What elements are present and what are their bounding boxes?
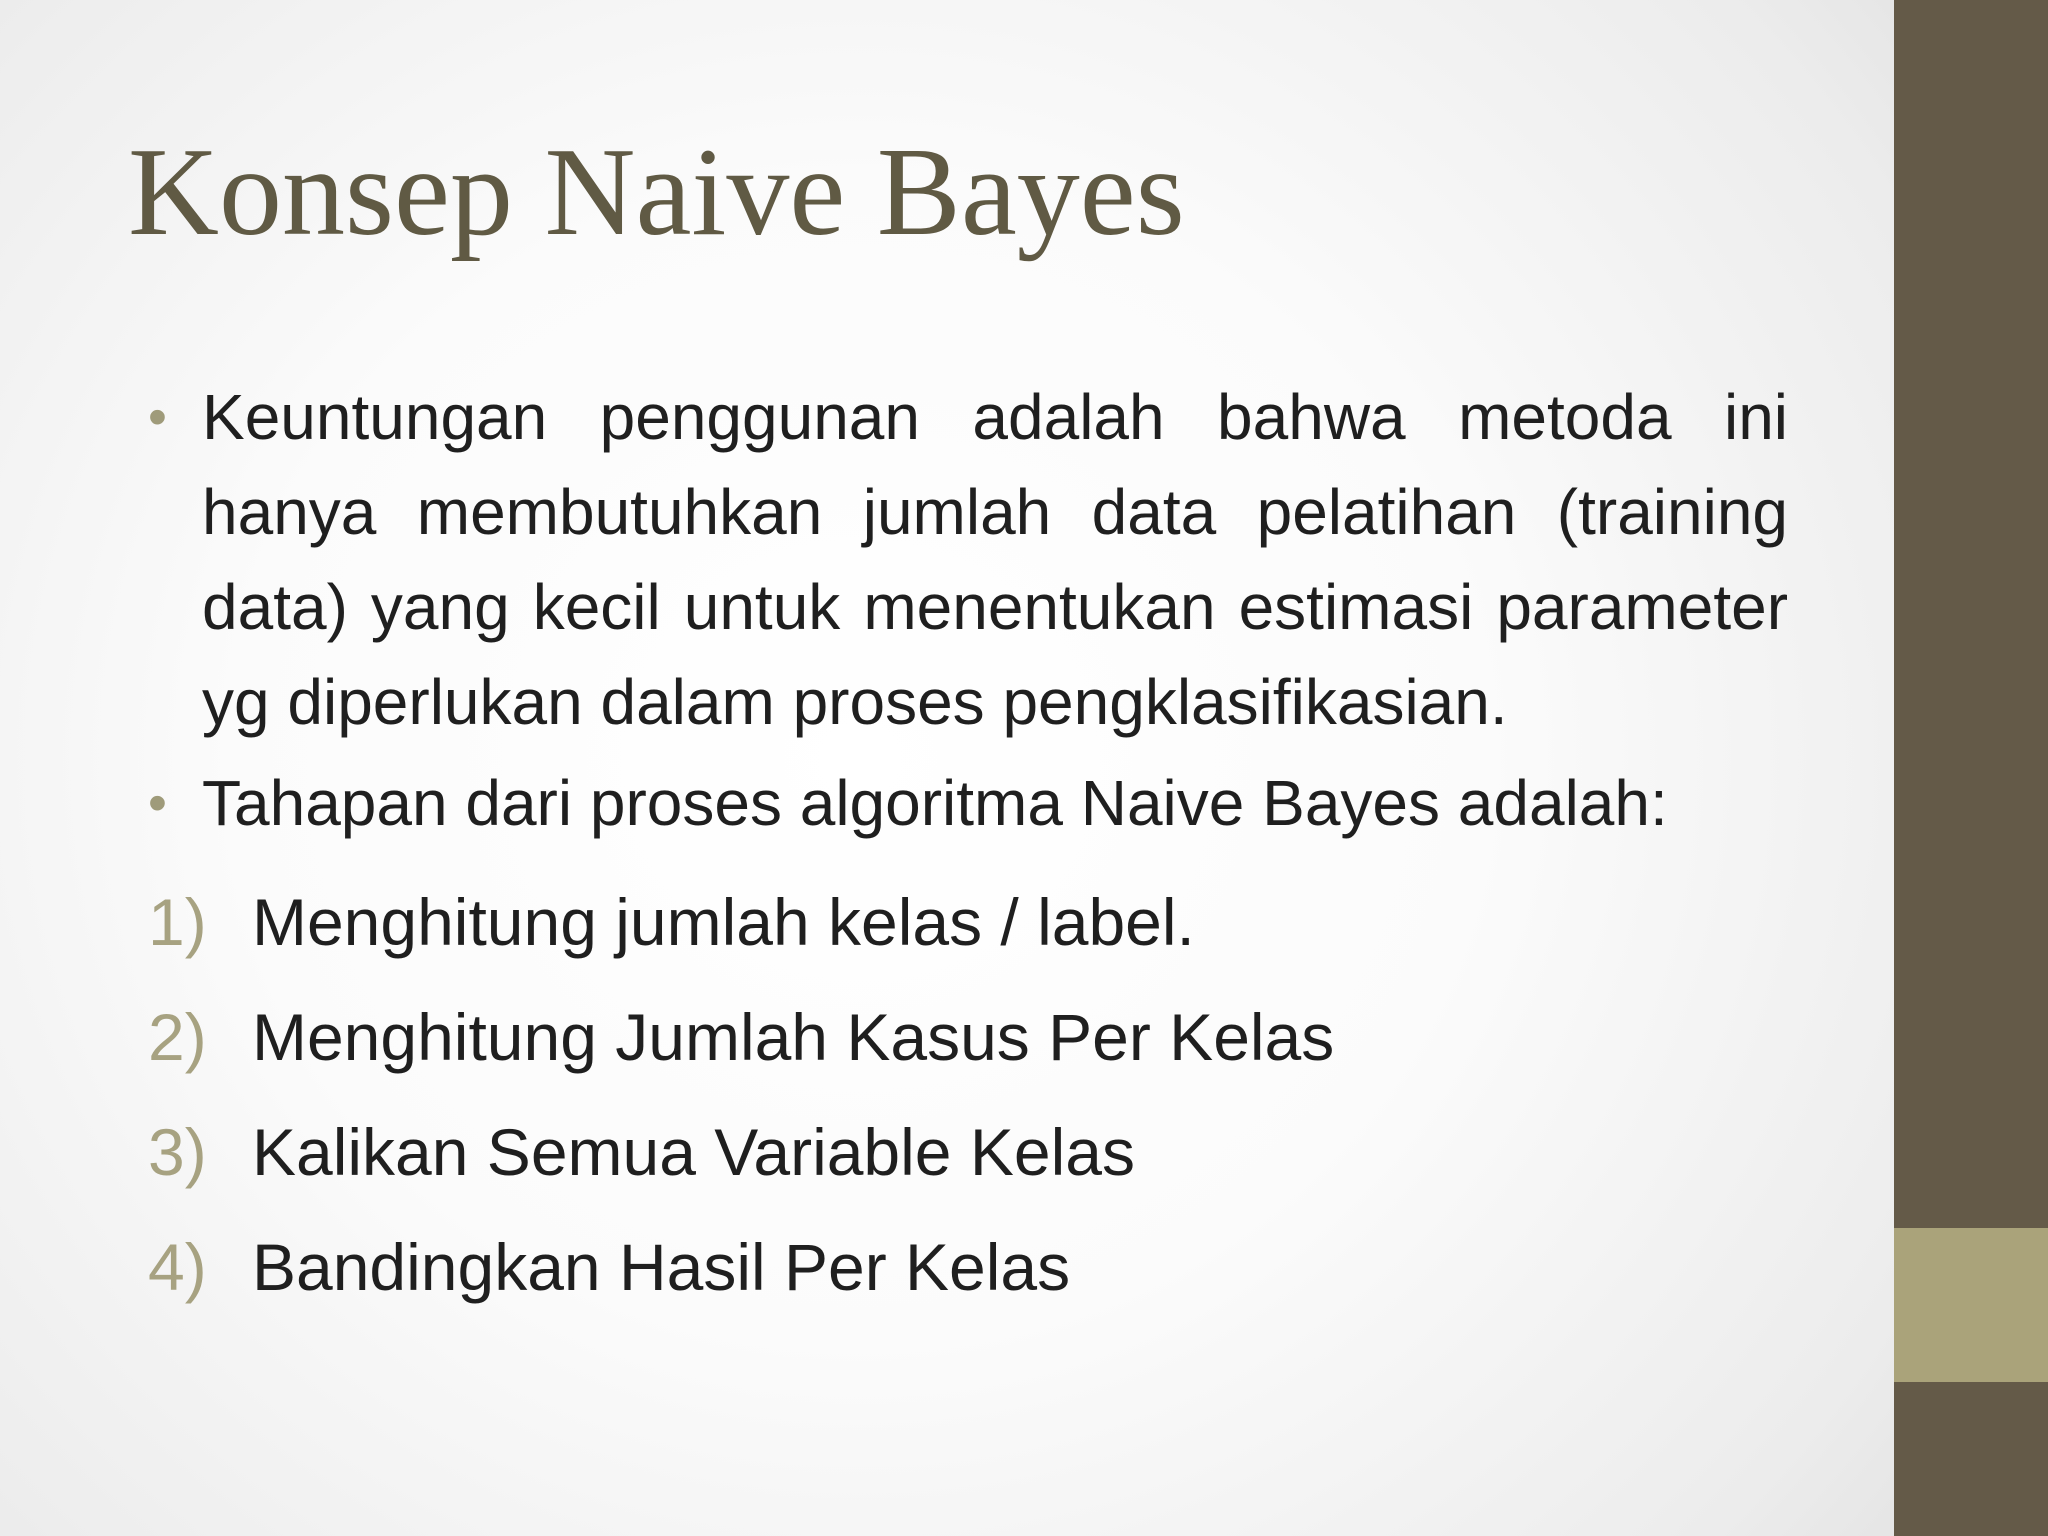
list-item	[148, 865, 1788, 980]
bullet-text: Tahapan dari proses algoritma Naive Bayes adalah:	[202, 767, 1668, 839]
list-item	[148, 1095, 1788, 1210]
list-number: 2)	[148, 1000, 207, 1074]
list-item	[148, 1210, 1788, 1325]
bullet-item	[148, 756, 1788, 851]
bullet-dot-icon: •	[148, 773, 167, 833]
list-number: 1)	[148, 885, 207, 959]
list-item	[148, 980, 1788, 1095]
bullet-text: Keuntungan penggunan adalah bahwa metoda ini hanya membutuhkan jumlah data pelatihan (training data) yang kecil untuk menentukan estimasi parameter yg diperlukan dalam proses pengklasifikasian.	[202, 381, 1788, 738]
list-number: 4)	[148, 1230, 207, 1304]
slide-content	[148, 370, 1788, 1325]
sidebar-accent-block	[1894, 1228, 2048, 1382]
list-item-text: Menghitung Jumlah Kasus Per Kelas	[252, 1000, 1335, 1074]
list-item-text: Menghitung jumlah kelas / label.	[252, 885, 1195, 959]
list-item-text: Kalikan Semua Variable Kelas	[252, 1115, 1135, 1189]
numbered-list	[148, 865, 1788, 1325]
list-number: 3)	[148, 1115, 207, 1189]
list-item-text: Bandingkan Hasil Per Kelas	[252, 1230, 1071, 1304]
bullet-dot-icon: •	[148, 387, 167, 447]
slide-title: Konsep Naive Bayes	[128, 123, 1185, 262]
bullet-item	[148, 370, 1788, 750]
